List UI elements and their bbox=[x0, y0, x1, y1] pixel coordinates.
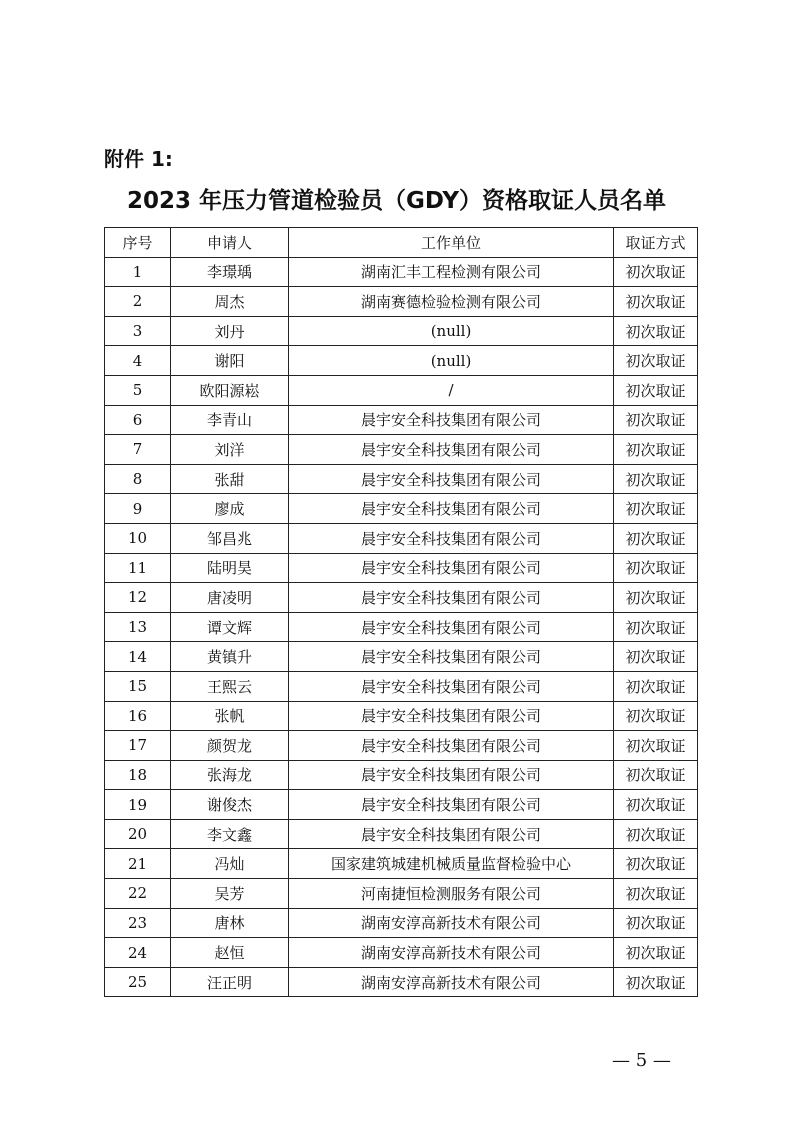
cell-serial: 22 bbox=[105, 879, 171, 909]
cell-employer: 晨宇安全科技集团有限公司 bbox=[289, 464, 614, 494]
cell-serial: 20 bbox=[105, 819, 171, 849]
cell-applicant: 廖成 bbox=[171, 494, 289, 524]
cell-applicant: 欧阳源崧 bbox=[171, 375, 289, 405]
table-row bbox=[105, 819, 698, 849]
cell-applicant: 李青山 bbox=[171, 405, 289, 435]
cell-applicant: 谢俊杰 bbox=[171, 790, 289, 820]
cell-method: 初次取证 bbox=[614, 671, 698, 701]
cell-applicant: 邹昌兆 bbox=[171, 523, 289, 553]
cell-employer: 晨宇安全科技集团有限公司 bbox=[289, 435, 614, 465]
cell-serial: 10 bbox=[105, 523, 171, 553]
cell-employer: 国家建筑城建机械质量监督检验中心 bbox=[289, 849, 614, 879]
cell-employer: (null) bbox=[289, 316, 614, 346]
cell-method: 初次取证 bbox=[614, 316, 698, 346]
table-body bbox=[105, 257, 698, 997]
cell-employer: 晨宇安全科技集团有限公司 bbox=[289, 790, 614, 820]
cell-employer: 晨宇安全科技集团有限公司 bbox=[289, 494, 614, 524]
cell-applicant: 王熙云 bbox=[171, 671, 289, 701]
cell-serial: 15 bbox=[105, 671, 171, 701]
cell-employer: (null) bbox=[289, 346, 614, 376]
cell-method: 初次取证 bbox=[614, 849, 698, 879]
cell-employer: 晨宇安全科技集团有限公司 bbox=[289, 553, 614, 583]
cell-serial: 17 bbox=[105, 731, 171, 761]
cell-applicant: 张海龙 bbox=[171, 760, 289, 790]
table-row bbox=[105, 967, 698, 997]
cell-serial: 8 bbox=[105, 464, 171, 494]
table-row bbox=[105, 316, 698, 346]
table-row bbox=[105, 523, 698, 553]
cell-method: 初次取证 bbox=[614, 435, 698, 465]
cell-method: 初次取证 bbox=[614, 701, 698, 731]
cell-method: 初次取证 bbox=[614, 612, 698, 642]
cell-method: 初次取证 bbox=[614, 494, 698, 524]
table-row bbox=[105, 494, 698, 524]
header-serial: 序号 bbox=[105, 228, 171, 258]
cell-method: 初次取证 bbox=[614, 819, 698, 849]
cell-employer: 河南捷恒检测服务有限公司 bbox=[289, 879, 614, 909]
cell-serial: 6 bbox=[105, 405, 171, 435]
cell-serial: 9 bbox=[105, 494, 171, 524]
table-row bbox=[105, 790, 698, 820]
cell-employer: / bbox=[289, 375, 614, 405]
cell-employer: 晨宇安全科技集团有限公司 bbox=[289, 760, 614, 790]
cell-applicant: 张甜 bbox=[171, 464, 289, 494]
table-row bbox=[105, 760, 698, 790]
cell-method: 初次取证 bbox=[614, 464, 698, 494]
cell-employer: 晨宇安全科技集团有限公司 bbox=[289, 523, 614, 553]
cell-applicant: 唐林 bbox=[171, 908, 289, 938]
cell-serial: 21 bbox=[105, 849, 171, 879]
cell-applicant: 李璟瑀 bbox=[171, 257, 289, 287]
cell-serial: 3 bbox=[105, 316, 171, 346]
cell-method: 初次取证 bbox=[614, 790, 698, 820]
cell-employer: 晨宇安全科技集团有限公司 bbox=[289, 819, 614, 849]
cell-method: 初次取证 bbox=[614, 938, 698, 968]
cell-employer: 湖南安淳高新技术有限公司 bbox=[289, 967, 614, 997]
cell-method: 初次取证 bbox=[614, 553, 698, 583]
table-row bbox=[105, 642, 698, 672]
cell-employer: 湖南安淳高新技术有限公司 bbox=[289, 908, 614, 938]
cell-employer: 晨宇安全科技集团有限公司 bbox=[289, 642, 614, 672]
table-row bbox=[105, 612, 698, 642]
cell-serial: 4 bbox=[105, 346, 171, 376]
cell-method: 初次取证 bbox=[614, 967, 698, 997]
cell-serial: 11 bbox=[105, 553, 171, 583]
personnel-table bbox=[104, 227, 698, 997]
table-row bbox=[105, 405, 698, 435]
cell-serial: 12 bbox=[105, 583, 171, 613]
table-row bbox=[105, 701, 698, 731]
cell-applicant: 李文鑫 bbox=[171, 819, 289, 849]
cell-method: 初次取证 bbox=[614, 257, 698, 287]
table-row bbox=[105, 346, 698, 376]
cell-applicant: 冯灿 bbox=[171, 849, 289, 879]
cell-method: 初次取证 bbox=[614, 523, 698, 553]
cell-employer: 晨宇安全科技集团有限公司 bbox=[289, 583, 614, 613]
cell-applicant: 吴芳 bbox=[171, 879, 289, 909]
cell-method: 初次取证 bbox=[614, 642, 698, 672]
cell-employer: 湖南汇丰工程检测有限公司 bbox=[289, 257, 614, 287]
document-title: 2023 年压力管道检验员（GDY）资格取证人员名单 bbox=[127, 188, 666, 214]
cell-employer: 晨宇安全科技集团有限公司 bbox=[289, 405, 614, 435]
cell-method: 初次取证 bbox=[614, 346, 698, 376]
cell-serial: 5 bbox=[105, 375, 171, 405]
cell-serial: 19 bbox=[105, 790, 171, 820]
cell-method: 初次取证 bbox=[614, 908, 698, 938]
cell-applicant: 唐凌明 bbox=[171, 583, 289, 613]
header-employer: 工作单位 bbox=[289, 228, 614, 258]
table-row bbox=[105, 287, 698, 317]
cell-serial: 24 bbox=[105, 938, 171, 968]
table-header-row bbox=[105, 228, 698, 258]
cell-employer: 晨宇安全科技集团有限公司 bbox=[289, 612, 614, 642]
header-method: 取证方式 bbox=[614, 228, 698, 258]
table-row bbox=[105, 938, 698, 968]
cell-applicant: 周杰 bbox=[171, 287, 289, 317]
cell-serial: 14 bbox=[105, 642, 171, 672]
header-applicant: 申请人 bbox=[171, 228, 289, 258]
cell-applicant: 颜贺龙 bbox=[171, 731, 289, 761]
cell-employer: 湖南安淳高新技术有限公司 bbox=[289, 938, 614, 968]
cell-serial: 25 bbox=[105, 967, 171, 997]
cell-applicant: 黄镇升 bbox=[171, 642, 289, 672]
cell-method: 初次取证 bbox=[614, 583, 698, 613]
cell-applicant: 汪正明 bbox=[171, 967, 289, 997]
table-row bbox=[105, 879, 698, 909]
cell-serial: 13 bbox=[105, 612, 171, 642]
cell-employer: 晨宇安全科技集团有限公司 bbox=[289, 701, 614, 731]
cell-employer: 晨宇安全科技集团有限公司 bbox=[289, 671, 614, 701]
cell-applicant: 谢阳 bbox=[171, 346, 289, 376]
cell-serial: 16 bbox=[105, 701, 171, 731]
cell-serial: 2 bbox=[105, 287, 171, 317]
table-row bbox=[105, 257, 698, 287]
table-row bbox=[105, 731, 698, 761]
attachment-label: 附件 1: bbox=[104, 147, 173, 171]
cell-applicant: 刘丹 bbox=[171, 316, 289, 346]
page-number: — 5 — bbox=[612, 1050, 671, 1071]
table-row bbox=[105, 583, 698, 613]
cell-applicant: 刘洋 bbox=[171, 435, 289, 465]
cell-serial: 7 bbox=[105, 435, 171, 465]
cell-employer: 湖南赛德检验检测有限公司 bbox=[289, 287, 614, 317]
table-row bbox=[105, 464, 698, 494]
cell-serial: 1 bbox=[105, 257, 171, 287]
table-row bbox=[105, 908, 698, 938]
cell-method: 初次取证 bbox=[614, 287, 698, 317]
table-row bbox=[105, 435, 698, 465]
table-row bbox=[105, 553, 698, 583]
table-row bbox=[105, 849, 698, 879]
table-row bbox=[105, 671, 698, 701]
cell-applicant: 谭文辉 bbox=[171, 612, 289, 642]
cell-employer: 晨宇安全科技集团有限公司 bbox=[289, 731, 614, 761]
cell-applicant: 陆明昊 bbox=[171, 553, 289, 583]
cell-applicant: 赵恒 bbox=[171, 938, 289, 968]
cell-method: 初次取证 bbox=[614, 375, 698, 405]
cell-serial: 23 bbox=[105, 908, 171, 938]
table-row bbox=[105, 375, 698, 405]
cell-method: 初次取证 bbox=[614, 760, 698, 790]
cell-applicant: 张帆 bbox=[171, 701, 289, 731]
cell-method: 初次取证 bbox=[614, 879, 698, 909]
cell-serial: 18 bbox=[105, 760, 171, 790]
cell-method: 初次取证 bbox=[614, 731, 698, 761]
cell-method: 初次取证 bbox=[614, 405, 698, 435]
